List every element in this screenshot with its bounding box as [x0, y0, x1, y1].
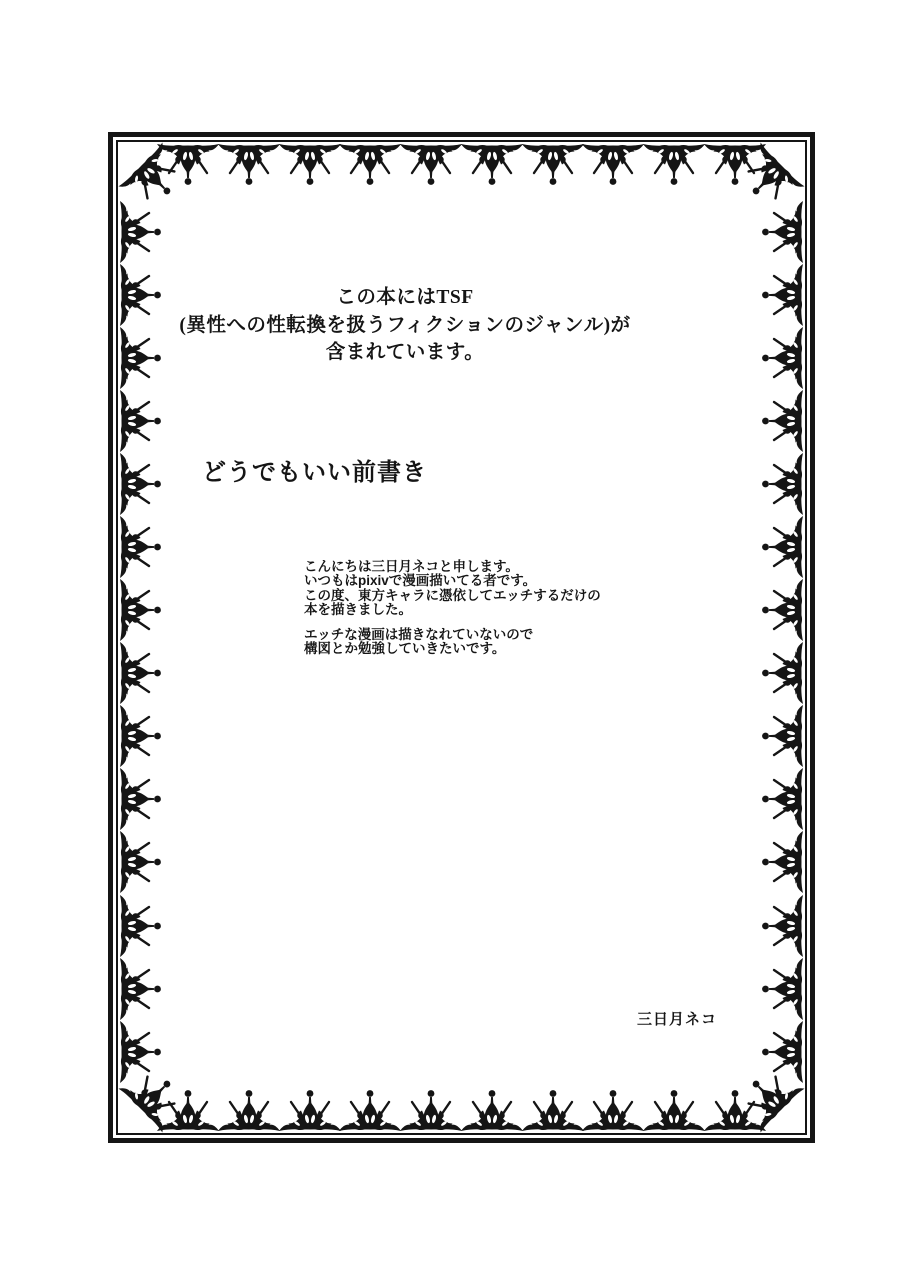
disclaimer-line-2: (異性への性転換を扱うフィクションのジャンル)が: [179, 314, 631, 336]
tsf-disclaimer: [155, 284, 655, 367]
body-line: この度、東方キャラに憑依してエッチするだけの: [304, 587, 601, 603]
disclaimer-line-3: 含まれています。: [325, 342, 485, 363]
preface-paragraph-2: [304, 628, 601, 657]
disclaimer-line-1: この本にはTSF: [336, 287, 474, 308]
body-line: いつもはpixivで漫画描いてる者です。: [304, 573, 537, 589]
preface-title: どうでもいい前書き: [202, 460, 427, 486]
preface-body: [304, 560, 601, 668]
body-line: 構図とか勉強していきたいです。: [304, 641, 506, 657]
author-signature: 三日月ネコ: [637, 1011, 718, 1028]
preface-paragraph-1: [304, 560, 601, 617]
body-line: 本を描きました。: [304, 601, 412, 617]
body-line: こんにちは三日月ネコと申します。: [304, 559, 519, 574]
body-line: エッチな漫画は描きなれていないので: [304, 627, 534, 643]
